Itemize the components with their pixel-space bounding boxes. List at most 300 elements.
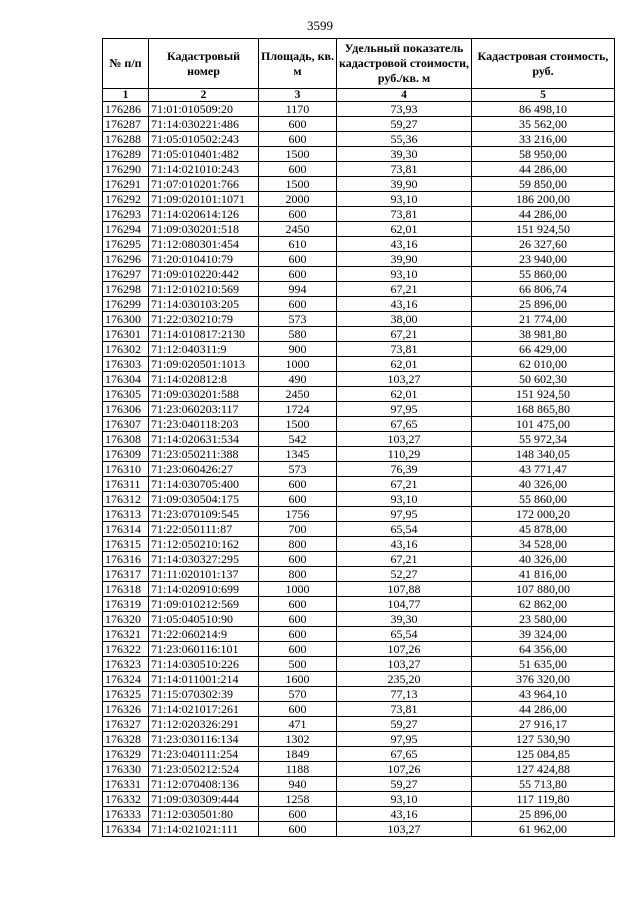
cell-specific-value: 59,27 [337, 117, 472, 132]
cell-specific-value: 67,21 [337, 552, 472, 567]
cell-area: 600 [259, 207, 337, 222]
cell-cadastral-number: 71:05:010401:482 [149, 147, 259, 162]
cell-cadastral-value: 55 860,00 [472, 267, 615, 282]
cell-area: 2450 [259, 387, 337, 402]
cell-cadastral-value: 25 896,00 [472, 297, 615, 312]
cell-area: 1000 [259, 357, 337, 372]
cell-cadastral-value: 33 216,00 [472, 132, 615, 147]
cell-cadastral-value: 27 916,17 [472, 717, 615, 732]
cell-cadastral-value: 59 850,00 [472, 177, 615, 192]
cell-cadastral-value: 44 286,00 [472, 702, 615, 717]
cell-cadastral-value: 44 286,00 [472, 162, 615, 177]
cell-specific-value: 103,27 [337, 657, 472, 672]
table-row [103, 237, 615, 252]
cell-cadastral-number: 71:12:040311:9 [149, 342, 259, 357]
cell-cadastral-value: 50 602,30 [472, 372, 615, 387]
cell-cadastral-value: 376 320,00 [472, 672, 615, 687]
table-row [103, 477, 615, 492]
cell-cadastral-value: 172 000,20 [472, 507, 615, 522]
cell-row-number: 176291 [103, 177, 149, 192]
cell-area: 600 [259, 117, 337, 132]
cell-specific-value: 43,16 [337, 537, 472, 552]
cell-area: 1170 [259, 102, 337, 117]
cell-specific-value: 93,10 [337, 792, 472, 807]
table-row [103, 267, 615, 282]
cell-specific-value: 104,77 [337, 597, 472, 612]
cell-cadastral-number: 71:23:060116:101 [149, 642, 259, 657]
cell-row-number: 176325 [103, 687, 149, 702]
cell-specific-value: 73,81 [337, 207, 472, 222]
cell-area: 600 [259, 642, 337, 657]
cell-specific-value: 65,54 [337, 522, 472, 537]
cell-cadastral-number: 71:23:040111:254 [149, 747, 259, 762]
cell-cadastral-number: 71:09:030504:175 [149, 492, 259, 507]
header-area: Площадь, кв. м [259, 39, 337, 89]
cell-area: 600 [259, 267, 337, 282]
table-row [103, 387, 615, 402]
cell-cadastral-number: 71:05:010502:243 [149, 132, 259, 147]
cell-cadastral-number: 71:09:030201:518 [149, 222, 259, 237]
cell-cadastral-number: 71:09:030201:588 [149, 387, 259, 402]
cell-row-number: 176303 [103, 357, 149, 372]
cell-area: 610 [259, 237, 337, 252]
table-row [103, 162, 615, 177]
cell-cadastral-number: 71:12:030501:80 [149, 807, 259, 822]
cell-area: 1000 [259, 582, 337, 597]
table-row [103, 327, 615, 342]
cell-specific-value: 67,21 [337, 327, 472, 342]
cell-cadastral-number: 71:09:020501:1013 [149, 357, 259, 372]
cell-cadastral-number: 71:14:020631:534 [149, 432, 259, 447]
cell-row-number: 176316 [103, 552, 149, 567]
cell-row-number: 176293 [103, 207, 149, 222]
table-row [103, 732, 615, 747]
cell-cadastral-value: 61 962,00 [472, 822, 615, 837]
cell-specific-value: 77,13 [337, 687, 472, 702]
cell-area: 600 [259, 552, 337, 567]
cell-cadastral-value: 58 950,00 [472, 147, 615, 162]
cell-cadastral-value: 127 530,90 [472, 732, 615, 747]
table-row [103, 222, 615, 237]
cell-row-number: 176311 [103, 477, 149, 492]
table-row [103, 342, 615, 357]
cell-area: 600 [259, 597, 337, 612]
cell-cadastral-value: 55 713,80 [472, 777, 615, 792]
table-row [103, 627, 615, 642]
cell-row-number: 176313 [103, 507, 149, 522]
cell-area: 600 [259, 297, 337, 312]
cell-cadastral-number: 71:14:030327:295 [149, 552, 259, 567]
cell-specific-value: 107,26 [337, 642, 472, 657]
cell-cadastral-number: 71:14:021021:111 [149, 822, 259, 837]
cell-specific-value: 235,20 [337, 672, 472, 687]
cell-area: 1302 [259, 732, 337, 747]
cell-area: 570 [259, 687, 337, 702]
cell-cadastral-number: 71:14:021010:243 [149, 162, 259, 177]
cell-row-number: 176312 [103, 492, 149, 507]
cell-area: 994 [259, 282, 337, 297]
cell-row-number: 176329 [103, 747, 149, 762]
column-number: 1 [103, 89, 149, 102]
cell-cadastral-value: 41 816,00 [472, 567, 615, 582]
cell-row-number: 176302 [103, 342, 149, 357]
cell-cadastral-number: 71:05:040510:90 [149, 612, 259, 627]
cell-row-number: 176318 [103, 582, 149, 597]
cell-area: 1345 [259, 447, 337, 462]
table-header [103, 39, 615, 102]
cell-row-number: 176314 [103, 522, 149, 537]
cell-specific-value: 62,01 [337, 387, 472, 402]
cell-area: 600 [259, 162, 337, 177]
cell-cadastral-number: 71:09:010212:569 [149, 597, 259, 612]
cell-cadastral-value: 117 119,80 [472, 792, 615, 807]
cell-specific-value: 67,65 [337, 417, 472, 432]
cell-cadastral-value: 151 924,50 [472, 387, 615, 402]
header-cadastral-number: Кадастровый номер [149, 39, 259, 89]
cell-row-number: 176292 [103, 192, 149, 207]
cell-area: 1724 [259, 402, 337, 417]
cell-cadastral-value: 35 562,00 [472, 117, 615, 132]
cell-cadastral-number: 71:07:010201:766 [149, 177, 259, 192]
cell-specific-value: 52,27 [337, 567, 472, 582]
table-row [103, 762, 615, 777]
cell-cadastral-value: 40 326,00 [472, 477, 615, 492]
cell-row-number: 176321 [103, 627, 149, 642]
cell-row-number: 176315 [103, 537, 149, 552]
cell-specific-value: 103,27 [337, 432, 472, 447]
cell-cadastral-value: 151 924,50 [472, 222, 615, 237]
cell-row-number: 176310 [103, 462, 149, 477]
cell-row-number: 176322 [103, 642, 149, 657]
table-row [103, 192, 615, 207]
cell-cadastral-number: 71:14:030103:205 [149, 297, 259, 312]
header-cadastral-value: Кадастровая стоимость, руб. [472, 39, 615, 89]
cell-cadastral-number: 71:14:020614:126 [149, 207, 259, 222]
cell-row-number: 176290 [103, 162, 149, 177]
cell-row-number: 176309 [103, 447, 149, 462]
cell-area: 1849 [259, 747, 337, 762]
cell-area: 600 [259, 807, 337, 822]
cell-specific-value: 110,29 [337, 447, 472, 462]
cell-cadastral-value: 101 475,00 [472, 417, 615, 432]
cell-cadastral-number: 71:09:010220:442 [149, 267, 259, 282]
cell-cadastral-number: 71:22:030210:79 [149, 312, 259, 327]
table-row [103, 252, 615, 267]
cell-cadastral-value: 168 865,80 [472, 402, 615, 417]
cell-row-number: 176306 [103, 402, 149, 417]
cell-row-number: 176326 [103, 702, 149, 717]
cell-row-number: 176305 [103, 387, 149, 402]
cell-cadastral-number: 71:14:020812:8 [149, 372, 259, 387]
table-row [103, 807, 615, 822]
column-number: 5 [472, 89, 615, 102]
table-row [103, 702, 615, 717]
cell-specific-value: 97,95 [337, 732, 472, 747]
cell-specific-value: 67,21 [337, 477, 472, 492]
cell-row-number: 176298 [103, 282, 149, 297]
cell-area: 1756 [259, 507, 337, 522]
table-row [103, 657, 615, 672]
cell-cadastral-value: 62 862,00 [472, 597, 615, 612]
cell-specific-value: 59,27 [337, 717, 472, 732]
cell-cadastral-number: 71:11:020101:137 [149, 567, 259, 582]
cell-cadastral-value: 66 806,74 [472, 282, 615, 297]
cell-row-number: 176289 [103, 147, 149, 162]
cell-cadastral-value: 66 429,00 [472, 342, 615, 357]
cell-area: 940 [259, 777, 337, 792]
cell-specific-value: 43,16 [337, 237, 472, 252]
table-row [103, 672, 615, 687]
cell-cadastral-number: 71:01:010509:20 [149, 102, 259, 117]
cell-cadastral-number: 71:23:040118:203 [149, 417, 259, 432]
cell-row-number: 176307 [103, 417, 149, 432]
cell-row-number: 176319 [103, 597, 149, 612]
cell-cadastral-value: 21 774,00 [472, 312, 615, 327]
cell-area: 700 [259, 522, 337, 537]
cell-specific-value: 93,10 [337, 192, 472, 207]
cell-row-number: 176333 [103, 807, 149, 822]
cell-cadastral-value: 43 964,10 [472, 687, 615, 702]
cell-area: 1188 [259, 762, 337, 777]
cell-area: 490 [259, 372, 337, 387]
cell-area: 1500 [259, 417, 337, 432]
cell-cadastral-number: 71:14:030705:400 [149, 477, 259, 492]
cell-cadastral-value: 64 356,00 [472, 642, 615, 657]
cell-cadastral-value: 26 327,60 [472, 237, 615, 252]
cell-area: 600 [259, 702, 337, 717]
cell-row-number: 176323 [103, 657, 149, 672]
cell-cadastral-number: 71:09:030309:444 [149, 792, 259, 807]
table-row [103, 177, 615, 192]
cell-area: 1600 [259, 672, 337, 687]
column-number: 2 [149, 89, 259, 102]
cell-area: 2450 [259, 222, 337, 237]
table-row [103, 567, 615, 582]
cell-row-number: 176297 [103, 267, 149, 282]
cell-cadastral-number: 71:14:030221:486 [149, 117, 259, 132]
cell-cadastral-number: 71:14:010817:2130 [149, 327, 259, 342]
cell-area: 1500 [259, 147, 337, 162]
cell-cadastral-number: 71:22:060214:9 [149, 627, 259, 642]
cell-row-number: 176324 [103, 672, 149, 687]
cell-area: 800 [259, 537, 337, 552]
cell-row-number: 176304 [103, 372, 149, 387]
cell-cadastral-value: 55 860,00 [472, 492, 615, 507]
cell-row-number: 176288 [103, 132, 149, 147]
table-row [103, 597, 615, 612]
cell-cadastral-number: 71:23:060426:27 [149, 462, 259, 477]
table-row [103, 747, 615, 762]
cell-specific-value: 55,36 [337, 132, 472, 147]
table-row [103, 282, 615, 297]
cell-specific-value: 39,30 [337, 147, 472, 162]
cell-row-number: 176295 [103, 237, 149, 252]
cell-specific-value: 73,81 [337, 162, 472, 177]
cell-area: 2000 [259, 192, 337, 207]
column-number: 4 [337, 89, 472, 102]
table-row [103, 447, 615, 462]
cell-specific-value: 76,39 [337, 462, 472, 477]
cell-cadastral-value: 38 981,80 [472, 327, 615, 342]
table-row [103, 792, 615, 807]
cell-area: 580 [259, 327, 337, 342]
cell-cadastral-value: 45 878,00 [472, 522, 615, 537]
table-row [103, 822, 615, 837]
cell-cadastral-number: 71:12:010210:569 [149, 282, 259, 297]
cell-cadastral-value: 25 896,00 [472, 807, 615, 822]
cell-row-number: 176328 [103, 732, 149, 747]
cell-area: 600 [259, 252, 337, 267]
cell-specific-value: 39,90 [337, 177, 472, 192]
cell-specific-value: 73,93 [337, 102, 472, 117]
cell-area: 600 [259, 822, 337, 837]
table-row [103, 372, 615, 387]
cell-cadastral-value: 43 771,47 [472, 462, 615, 477]
cell-area: 500 [259, 657, 337, 672]
cell-cadastral-number: 71:14:021017:261 [149, 702, 259, 717]
cadastral-table [102, 38, 615, 837]
cell-area: 800 [259, 567, 337, 582]
cell-specific-value: 97,95 [337, 507, 472, 522]
cell-area: 600 [259, 612, 337, 627]
cell-specific-value: 43,16 [337, 297, 472, 312]
cell-cadastral-value: 39 324,00 [472, 627, 615, 642]
table-body [103, 102, 615, 837]
cell-cadastral-number: 71:23:050212:524 [149, 762, 259, 777]
page-number: 3599 [307, 18, 333, 33]
cell-row-number: 176331 [103, 777, 149, 792]
cell-specific-value: 39,90 [337, 252, 472, 267]
table-row [103, 642, 615, 657]
cell-cadastral-number: 71:12:020326:291 [149, 717, 259, 732]
cell-cadastral-number: 71:23:030116:134 [149, 732, 259, 747]
cell-specific-value: 67,21 [337, 282, 472, 297]
cell-cadastral-value: 40 326,00 [472, 552, 615, 567]
cell-specific-value: 103,27 [337, 822, 472, 837]
cell-cadastral-value: 62 010,00 [472, 357, 615, 372]
table-row [103, 417, 615, 432]
cell-area: 1258 [259, 792, 337, 807]
cell-row-number: 176287 [103, 117, 149, 132]
cell-cadastral-number: 71:14:020910:699 [149, 582, 259, 597]
cell-specific-value: 59,27 [337, 777, 472, 792]
cell-specific-value: 73,81 [337, 342, 472, 357]
cell-cadastral-number: 71:15:070302:39 [149, 687, 259, 702]
column-number: 3 [259, 89, 337, 102]
cell-cadastral-number: 71:23:050211:388 [149, 447, 259, 462]
table-row [103, 492, 615, 507]
cell-row-number: 176330 [103, 762, 149, 777]
table-row [103, 537, 615, 552]
cell-cadastral-number: 71:14:011001:214 [149, 672, 259, 687]
cell-row-number: 176334 [103, 822, 149, 837]
cell-specific-value: 93,10 [337, 267, 472, 282]
cell-cadastral-value: 107 880,00 [472, 582, 615, 597]
cell-specific-value: 103,27 [337, 372, 472, 387]
cell-cadastral-value: 86 498,10 [472, 102, 615, 117]
cell-area: 600 [259, 477, 337, 492]
table-row [103, 582, 615, 597]
cell-row-number: 176299 [103, 297, 149, 312]
header-row-number: № п/п [103, 39, 149, 89]
cell-cadastral-number: 71:23:060203:117 [149, 402, 259, 417]
cell-cadastral-value: 23 940,00 [472, 252, 615, 267]
cell-specific-value: 43,16 [337, 807, 472, 822]
cell-area: 600 [259, 492, 337, 507]
cell-area: 600 [259, 627, 337, 642]
cell-cadastral-number: 71:12:080301:454 [149, 237, 259, 252]
cell-row-number: 176332 [103, 792, 149, 807]
cell-area: 573 [259, 312, 337, 327]
table-row [103, 522, 615, 537]
cell-row-number: 176317 [103, 567, 149, 582]
cell-row-number: 176300 [103, 312, 149, 327]
table-row [103, 402, 615, 417]
cell-row-number: 176301 [103, 327, 149, 342]
cell-cadastral-value: 34 528,00 [472, 537, 615, 552]
cell-specific-value: 62,01 [337, 222, 472, 237]
cell-area: 573 [259, 462, 337, 477]
cell-area: 600 [259, 132, 337, 147]
cell-specific-value: 38,00 [337, 312, 472, 327]
cell-area: 471 [259, 717, 337, 732]
table-row [103, 207, 615, 222]
cell-specific-value: 107,88 [337, 582, 472, 597]
cell-row-number: 176308 [103, 432, 149, 447]
header-specific-value: Удельный показатель кадастровой стоимости, руб./кв. м [337, 39, 472, 89]
table-row [103, 357, 615, 372]
table-row [103, 147, 615, 162]
table-row [103, 462, 615, 477]
cell-cadastral-value: 186 200,00 [472, 192, 615, 207]
cell-specific-value: 62,01 [337, 357, 472, 372]
cell-specific-value: 39,30 [337, 612, 472, 627]
cell-cadastral-number: 71:22:050111:87 [149, 522, 259, 537]
table-row [103, 612, 615, 627]
table-row [103, 687, 615, 702]
cell-specific-value: 93,10 [337, 492, 472, 507]
cell-specific-value: 67,65 [337, 747, 472, 762]
table-row [103, 552, 615, 567]
table-row [103, 132, 615, 147]
cell-area: 542 [259, 432, 337, 447]
cell-row-number: 176327 [103, 717, 149, 732]
cell-specific-value: 65,54 [337, 627, 472, 642]
cell-cadastral-number: 71:09:020101:1071 [149, 192, 259, 207]
cell-specific-value: 107,26 [337, 762, 472, 777]
table-row [103, 507, 615, 522]
cell-cadastral-number: 71:12:050210:162 [149, 537, 259, 552]
table-row [103, 432, 615, 447]
cell-specific-value: 97,95 [337, 402, 472, 417]
cell-row-number: 176296 [103, 252, 149, 267]
cell-specific-value: 73,81 [337, 702, 472, 717]
cell-cadastral-value: 44 286,00 [472, 207, 615, 222]
cell-cadastral-value: 125 084,85 [472, 747, 615, 762]
column-numbers-row [103, 89, 615, 102]
cell-row-number: 176286 [103, 102, 149, 117]
cell-cadastral-value: 55 972,34 [472, 432, 615, 447]
cell-cadastral-value: 127 424,88 [472, 762, 615, 777]
table-row [103, 777, 615, 792]
cell-cadastral-number: 71:20:010410:79 [149, 252, 259, 267]
cell-cadastral-value: 148 340,05 [472, 447, 615, 462]
table-row [103, 717, 615, 732]
cell-cadastral-value: 23 580,00 [472, 612, 615, 627]
cell-cadastral-number: 71:23:070109:545 [149, 507, 259, 522]
cell-row-number: 176320 [103, 612, 149, 627]
cell-area: 1500 [259, 177, 337, 192]
